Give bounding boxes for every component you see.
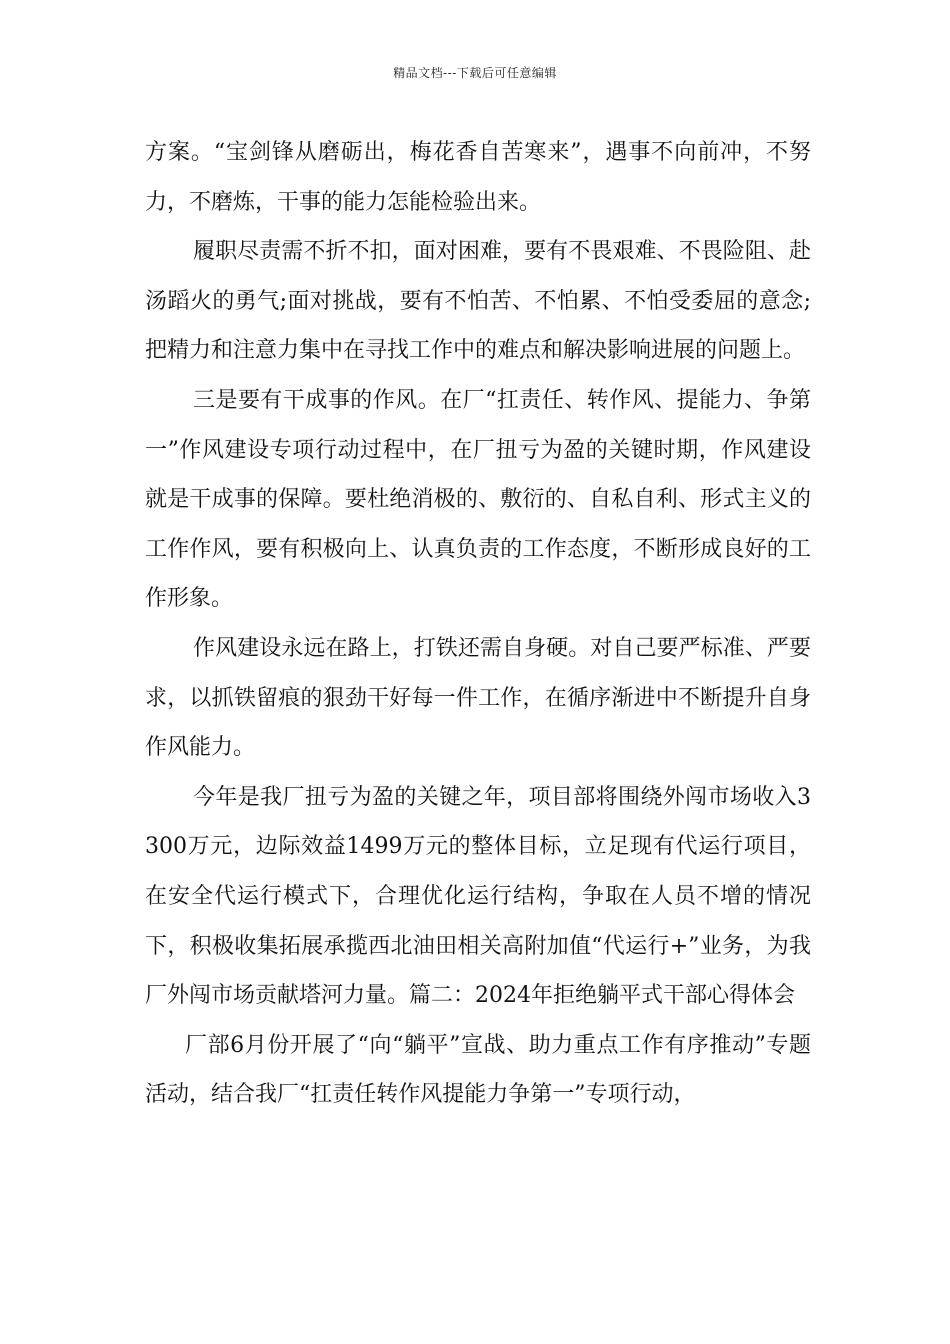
paragraph-4: 作风建设永远在路上，打铁还需自身硬。对自己要严标准、严要求，以抓铁留痕的狠劲干好每一件工作，在循序渐进中不断提升自身作风能力。 [145, 635, 811, 761]
paragraph-6: 厂部6月份开展了“向“躺平”宣战、助力重点工作有序推动”专题活动，结合我厂“扛责任转作风提能力争第一”专项行动， [145, 1032, 811, 1108]
paragraph-3: 三是要有干成事的作风。在厂“扛责任、转作风、提能力、争第一”作风建设专项行动过程中，在厂扭亏为盈的关键时期，作风建设就是干成事的保障。要杜绝消极的、敷衍的、自私自利、形式主义的工作作风，要有积极向上、认真负责的工作态度，不断形成良好的工作形象。 [145, 387, 811, 612]
document-body [145, 128, 811, 1120]
page-header: 精品文档---下载后可任意编辑 [393, 66, 557, 80]
paragraph-5: 今年是我厂扭亏为盈的关键之年，项目部将围绕外闯市场收入3300万元，边际效益1499万元的整体目标，立足现有代运行项目，在安全代运行模式下，合理优化运行结构，争取在人员不增的情况下，积极收集拓展承揽西北油田相关高附加值“代运行+”业务，为我厂外闯市场贡献塔河力量。篇二：2024年拒绝躺平式干部心得体会 [145, 784, 811, 1009]
paragraph-2: 履职尽责需不折不扣，面对困难，要有不畏艰难、不畏险阻、赴汤蹈火的勇气;面对挑战，要有不怕苦、不怕累、不怕受委屈的意念;把精力和注意力集中在寻找工作中的难点和解决影响进展的问题上。 [145, 239, 811, 364]
paragraph-1: 方案。“宝剑锋从磨砺出，梅花香自苦寒来”，遇事不向前冲，不努力，不磨炼，干事的能力怎能检验出来。 [145, 140, 811, 215]
